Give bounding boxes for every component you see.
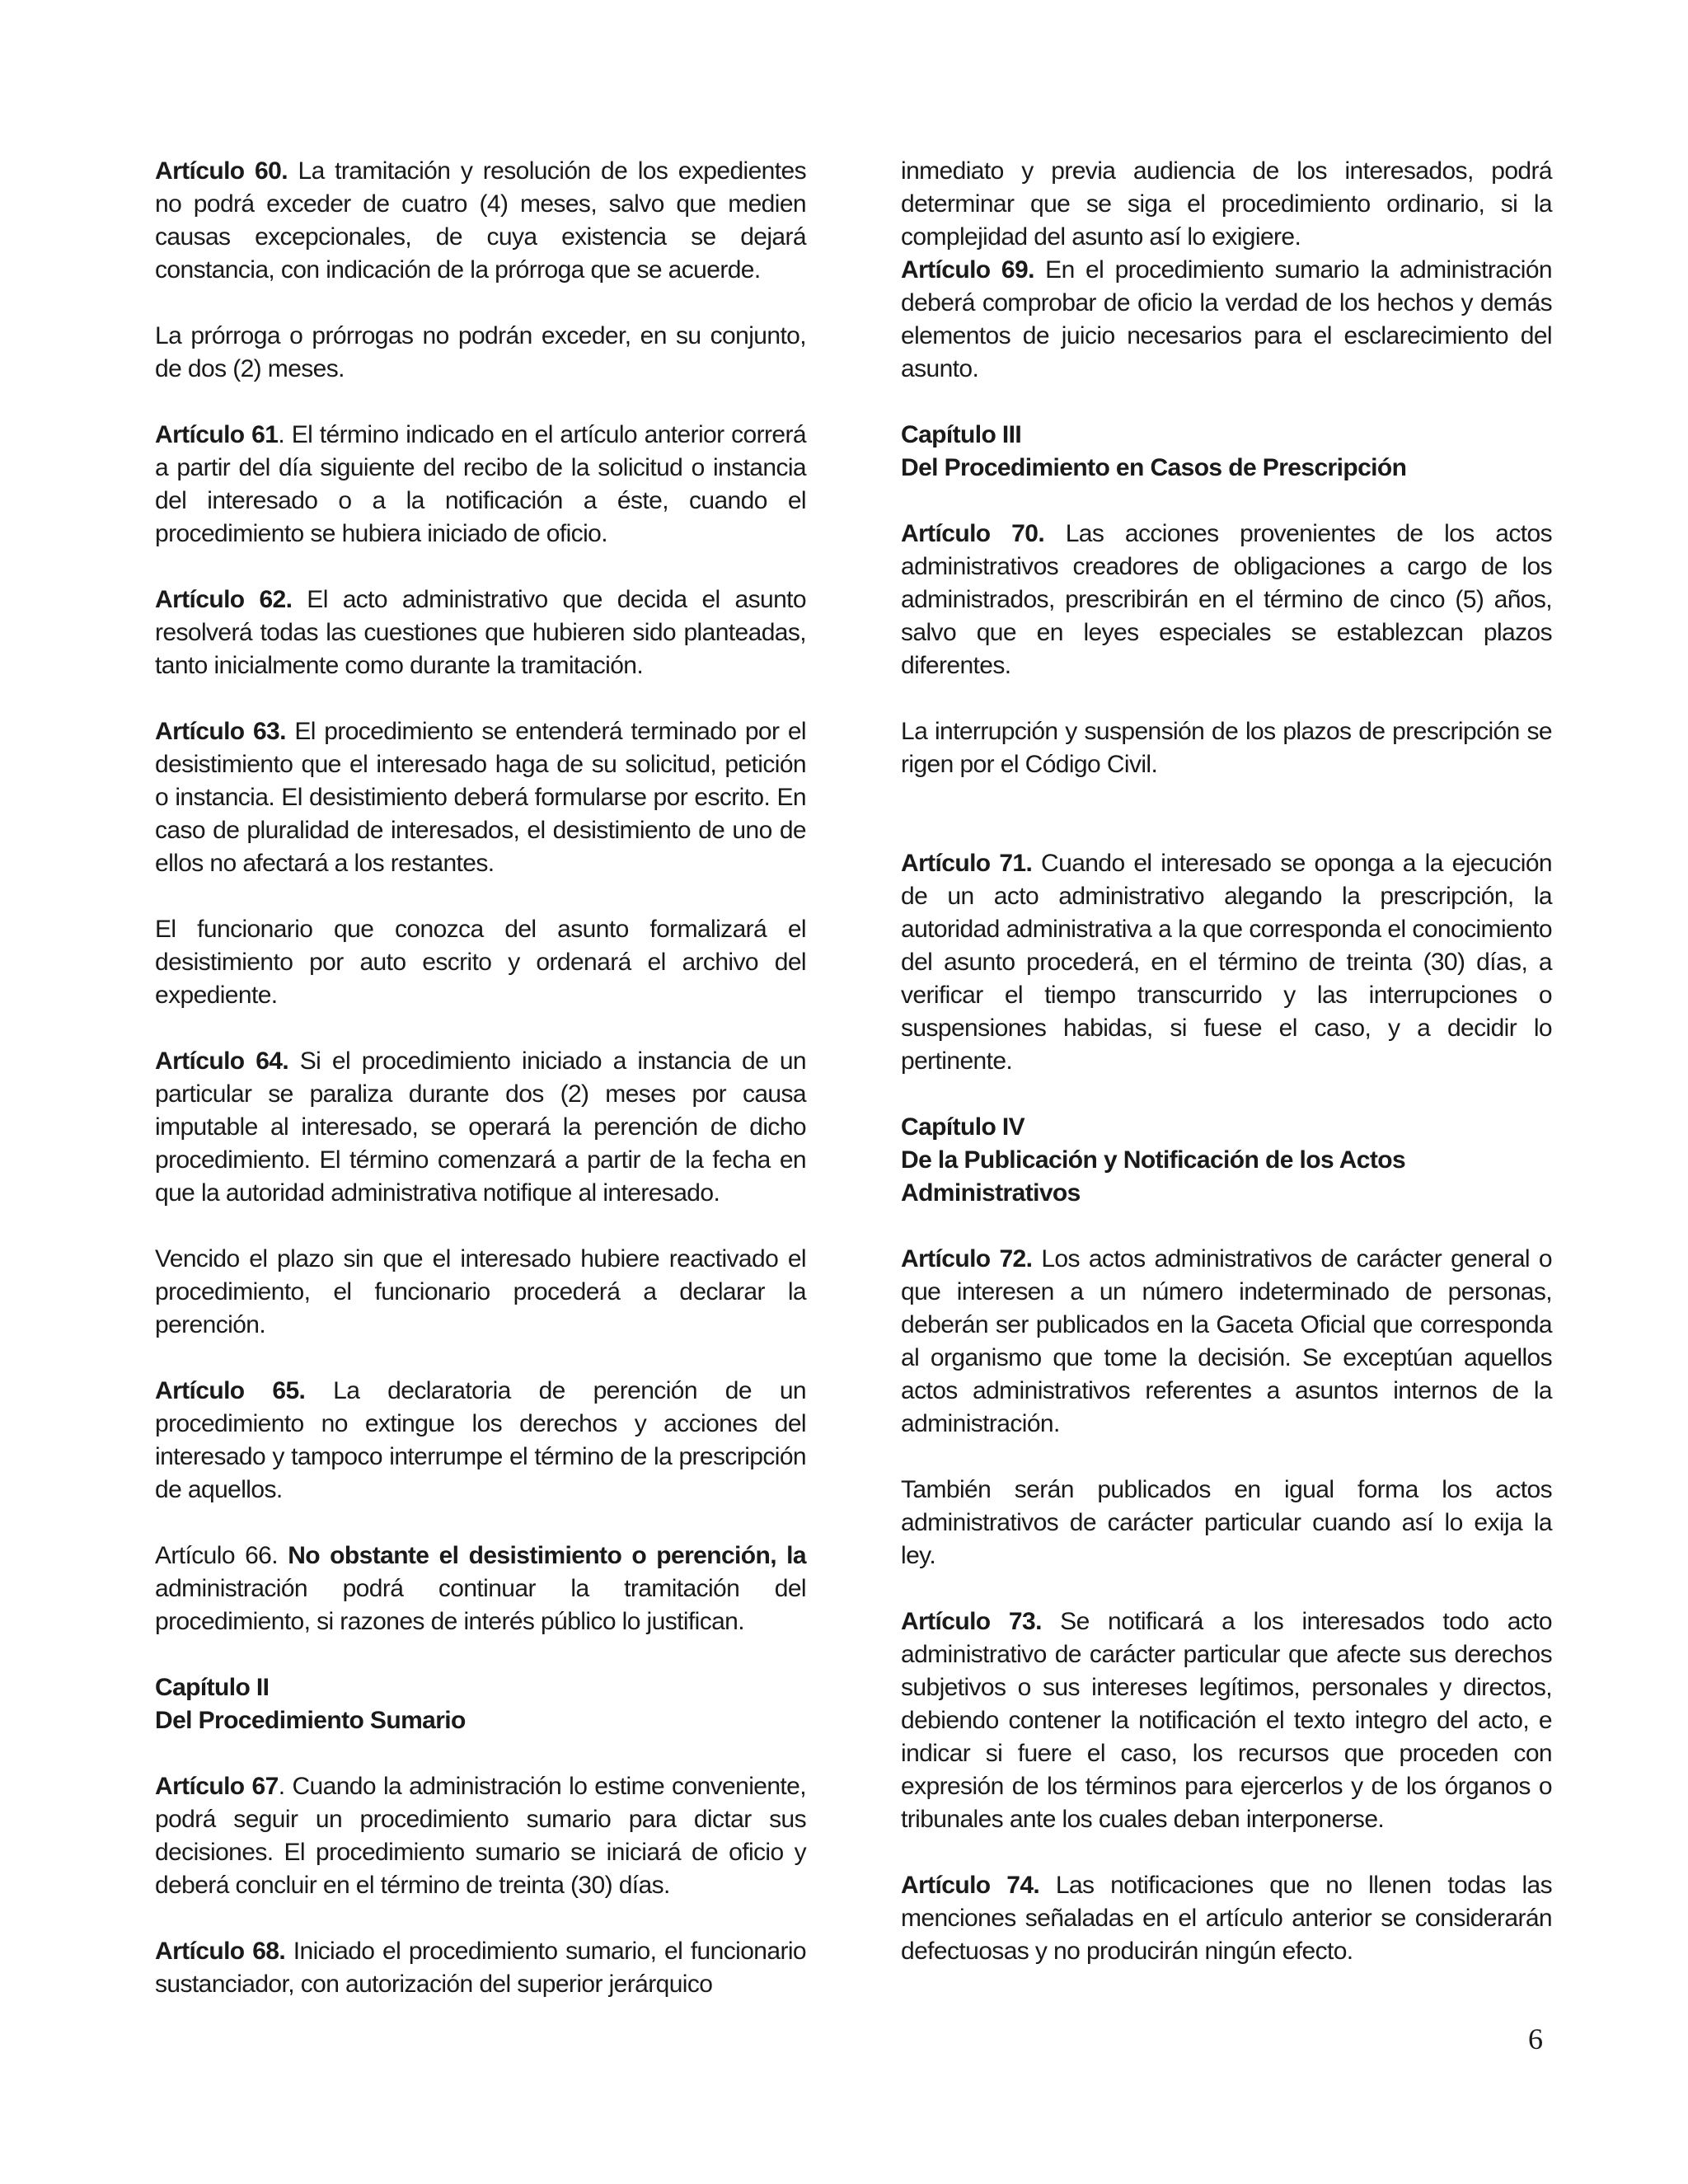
article-label: Artículo 66.: [155, 1542, 288, 1569]
article-text: Iniciado el procedimiento sumario, el funcionario sustanciador, con autorización del superior jerárquico: [155, 1938, 806, 1998]
article-63-paragraph: El funcionario que conozca del asunto formalizará el desistimiento por auto escrito y ordenará el archivo del expediente.: [155, 916, 806, 1009]
article-64-paragraph: Vencido el plazo sin que el interesado hubiere reactivado el procedimiento, el funcionario procederá a declarar la perención.: [155, 1245, 806, 1338]
chapter-subtitle: Del Procedimiento en Casos de Prescripción: [901, 454, 1407, 481]
article-63: [155, 715, 806, 880]
article-label: Artículo 63.: [155, 718, 286, 745]
article-text: Cuando el interesado se oponga a la ejecución de un acto administrativo alegando la prescripción, la autoridad administrativa a la que corresponda el conocimiento del asunto procederá, en el término de treinta (30) días, a verificar el tiempo transcurrido y las interrupciones o suspensiones habidas, si fuese el caso, y a decidir lo pertinente.: [901, 850, 1552, 1075]
article-bold-text: No obstante el desistimiento o perención, la: [288, 1542, 806, 1569]
article-label: Artículo 71.: [901, 850, 1033, 877]
article-72: [901, 1243, 1552, 1441]
article-60: [155, 155, 806, 287]
chapter-title: Capítulo IV: [901, 1113, 1025, 1141]
article-61: [155, 419, 806, 551]
article-72-paragraph: También serán publicados en igual forma los actos administrativos de carácter particular cuando así lo exija la ley.: [901, 1476, 1552, 1569]
article-text: La declaratoria de perención de un procedimiento no extingue los derechos y acciones del interesado y tampoco interrumpe el término de la prescripción de aquellos.: [155, 1377, 806, 1503]
article-65: [155, 1375, 806, 1507]
article-text: Se notificará a los interesados todo acto administrativo de carácter particular que afecte sus derechos subjetivos o sus intereses legítimos, personales y directos, debiendo contener la notificación el texto integro del acto, e indicar si fuere el caso, los recursos que proceden con expresión de los términos para ejercerlos y de los órganos o tribunales ante los cuales deban interponerse.: [901, 1608, 1552, 1833]
article-label: Artículo 69.: [901, 256, 1034, 284]
chapter-2-heading: [155, 1671, 806, 1737]
chapter-3-heading: [901, 419, 1552, 485]
article-text: Las notificaciones que no llenen todas las menciones señaladas en el artículo anterior se considerarán defectuosas y no producirán ningún efecto.: [901, 1872, 1552, 1965]
article-label: Artículo 64.: [155, 1047, 289, 1075]
article-62: [155, 583, 806, 682]
chapter-title: Capítulo II: [155, 1674, 270, 1701]
article-text: El procedimiento se entenderá terminado por el desistimiento que el interesado haga de su solicitud, petición o instancia. El desistimiento deberá formularse por escrito. En caso de pluralidad de interesados, el desistimiento de uno de ellos no afectará a los restantes.: [155, 718, 806, 877]
article-text: Si el procedimiento iniciado a instancia de un particular se paraliza durante dos (2) meses por causa imputable al interesado, se operará la perención de dicho procedimiento. El término comenzará a partir de la fecha en que la autoridad administrativa notifique al interesado.: [155, 1047, 806, 1207]
article-text: . El término indicado en el artículo anterior correrá a partir del día siguiente del recibo de la solicitud o instancia del interesado o a la notificación a éste, cuando el procedimiento se hubiera iniciado de oficio.: [155, 421, 806, 547]
article-60-paragraph: La prórroga o prórrogas no podrán exceder, en su conjunto, de dos (2) meses.: [155, 322, 806, 382]
article-label: Artículo 61: [155, 421, 279, 448]
article-label: Artículo 70.: [901, 520, 1045, 547]
left-column: [155, 155, 806, 2001]
article-label: Artículo 68.: [155, 1938, 286, 1965]
article-68-continued: inmediato y previa audiencia de los interesados, podrá determinar que se siga el procedimiento ordinario, si la complejidad del asunto así lo exigiere.: [901, 157, 1552, 251]
article-70: [901, 518, 1552, 682]
article-text: administración podrá continuar la tramitación del procedimiento, si razones de interés público lo justifican.: [155, 1575, 806, 1635]
article-label: Artículo 65.: [155, 1377, 306, 1404]
article-64: [155, 1045, 806, 1210]
article-text: En el procedimiento sumario la administración deberá comprobar de oficio la verdad de los hechos y demás elementos de juicio necesarios para el esclarecimiento del asunto.: [901, 256, 1552, 382]
article-text: Los actos administrativos de carácter general o que interesen a un número indeterminado de personas, deberán ser publicados en la Gaceta Oficial que corresponda al organismo que tome la decisión. Se exceptúan aquellos actos administrativos referentes a asuntos internos de la administración.: [901, 1245, 1552, 1437]
page-number: 6: [1528, 2022, 1543, 2055]
article-73: [901, 1605, 1552, 1836]
article-70-paragraph: La interrupción y suspensión de los plazos de prescripción se rigen por el Código Civil.: [901, 718, 1552, 778]
article-label: Artículo 73.: [901, 1608, 1042, 1635]
article-label: Artículo 62.: [155, 586, 293, 613]
chapter-title: Capítulo III: [901, 421, 1022, 448]
chapter-subtitle: Del Procedimiento Sumario: [155, 1707, 466, 1734]
article-74: [901, 1869, 1552, 1968]
article-text: La tramitación y resolución de los expedientes no podrá exceder de cuatro (4) meses, salvo que medien causas excepcionales, de cuya existencia se dejará constancia, con indicación de la prórroga que se acuerde.: [155, 157, 806, 284]
article-71: [901, 847, 1552, 1078]
article-text: . Cuando la administración lo estime conveniente, podrá seguir un procedimiento sumario para dictar sus decisiones. El procedimiento sumario se iniciará de oficio y deberá concluir en el término de treinta (30) días.: [155, 1773, 806, 1899]
article-68: [155, 1935, 806, 2001]
article-69: [901, 254, 1552, 386]
chapter-subtitle-continued: Administrativos: [901, 1179, 1081, 1207]
article-label: Artículo 67: [155, 1773, 279, 1800]
article-label: Artículo 72.: [901, 1245, 1033, 1272]
article-text: Las acciones provenientes de los actos administrativos creadores de obligaciones a cargo de los administrados, prescribirán en el término de cinco (5) años, salvo que en leyes especiales se establezcan plazos diferentes.: [901, 520, 1552, 679]
blank-line: [901, 814, 1552, 847]
chapter-subtitle: De la Publicación y Notificación de los Actos: [901, 1146, 1406, 1174]
chapter-4-heading: [901, 1111, 1552, 1210]
article-67: [155, 1770, 806, 1902]
right-column: [901, 155, 1552, 1968]
article-label: Artículo 60.: [155, 157, 288, 185]
article-label: Artículo 74.: [901, 1872, 1040, 1899]
article-66: [155, 1540, 806, 1638]
article-text: El acto administrativo que decida el asunto resolverá todas las cuestiones que hubieren sido planteadas, tanto inicialmente como durante la tramitación.: [155, 586, 806, 679]
